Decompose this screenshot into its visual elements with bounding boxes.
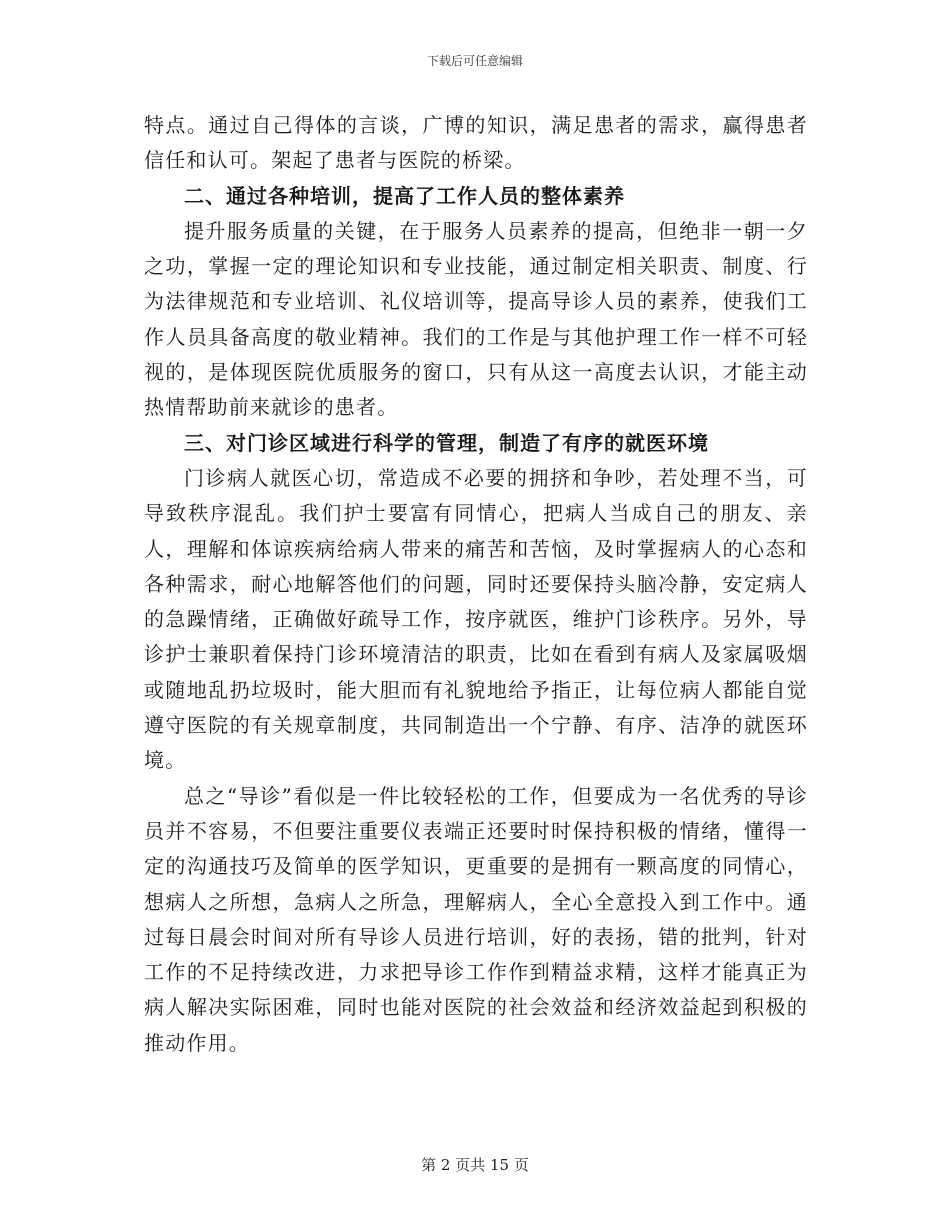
- document-body: [144, 108, 808, 1061]
- page-header: 下载后可任意编辑: [426, 54, 523, 68]
- paragraph-training: 提升服务质量的关键，在于服务人员素养的提高，但绝非一朝一夕之功，掌握一定的理论知识和专业技能，通过制定相关职责、制度、行为法律规范和专业培训、礼仪培训等，提高导诊人员的素养，使我们工作人员具备高度的敬业精神。我们的工作是与其他护理工作一样不可轻视的，是体现医院优质服务的窗口，只有从这一高度去认识，才能主动热情帮助前来就诊的患者。: [144, 218, 808, 420]
- section-heading-2: 二、通过各种培训，提高了工作人员的整体素养: [184, 183, 625, 208]
- page-number: 第 2 页共 15 页: [421, 1156, 529, 1174]
- paragraph-management: 门诊病人就医心切，常造成不必要的拥挤和争吵，若处理不当，可导致秩序混乱。我们护士要富有同情心，把病人当成自己的朋友、亲人，理解和体谅疾病给病人带来的痛苦和苦恼，及时掌握病人的心态和各种需求，耐心地解答他们的问题，同时还要保持头脑冷静，安定病人的急躁情绪，正确做好疏导工作，按序就医，维护门诊秩序。另外，导诊护士兼职着保持门诊环境清洁的职责，比如在看到有病人及家属吸烟或随地乱扔垃圾时，能大胆而有礼貌地给予指正，让每位病人都能自觉遵守医院的有关规章制度，共同制造出一个宁静、有序、洁净的就医环境。: [144, 465, 808, 773]
- section-heading-3: 三、对门诊区域进行科学的管理，制造了有序的就医环境: [184, 430, 709, 455]
- paragraph-continuation: 特点。通过自己得体的言谈，广博的知识，满足患者的需求，赢得患者信任和认可。架起了患者与医院的桥梁。: [144, 113, 808, 173]
- paragraph-summary: 总之“导诊”看似是一件比较轻松的工作，但要成为一名优秀的导诊员并不容易，不但要注重要仪表端正还要时时保持积极的情绪，懂得一定的沟通技巧及简单的医学知识，更重要的是拥有一颗高度的同情心，想病人之所想，急病人之所急，理解病人，全心全意投入到工作中。通过每日晨会时间对所有导诊人员进行培训，好的表扬，错的批判，针对工作的不足持续改进，力求把导诊工作作到精益求精，这样才能真正为病人解决实际困难，同时也能对医院的社会效益和经济效益起到积极的推动作用。: [144, 783, 808, 1055]
